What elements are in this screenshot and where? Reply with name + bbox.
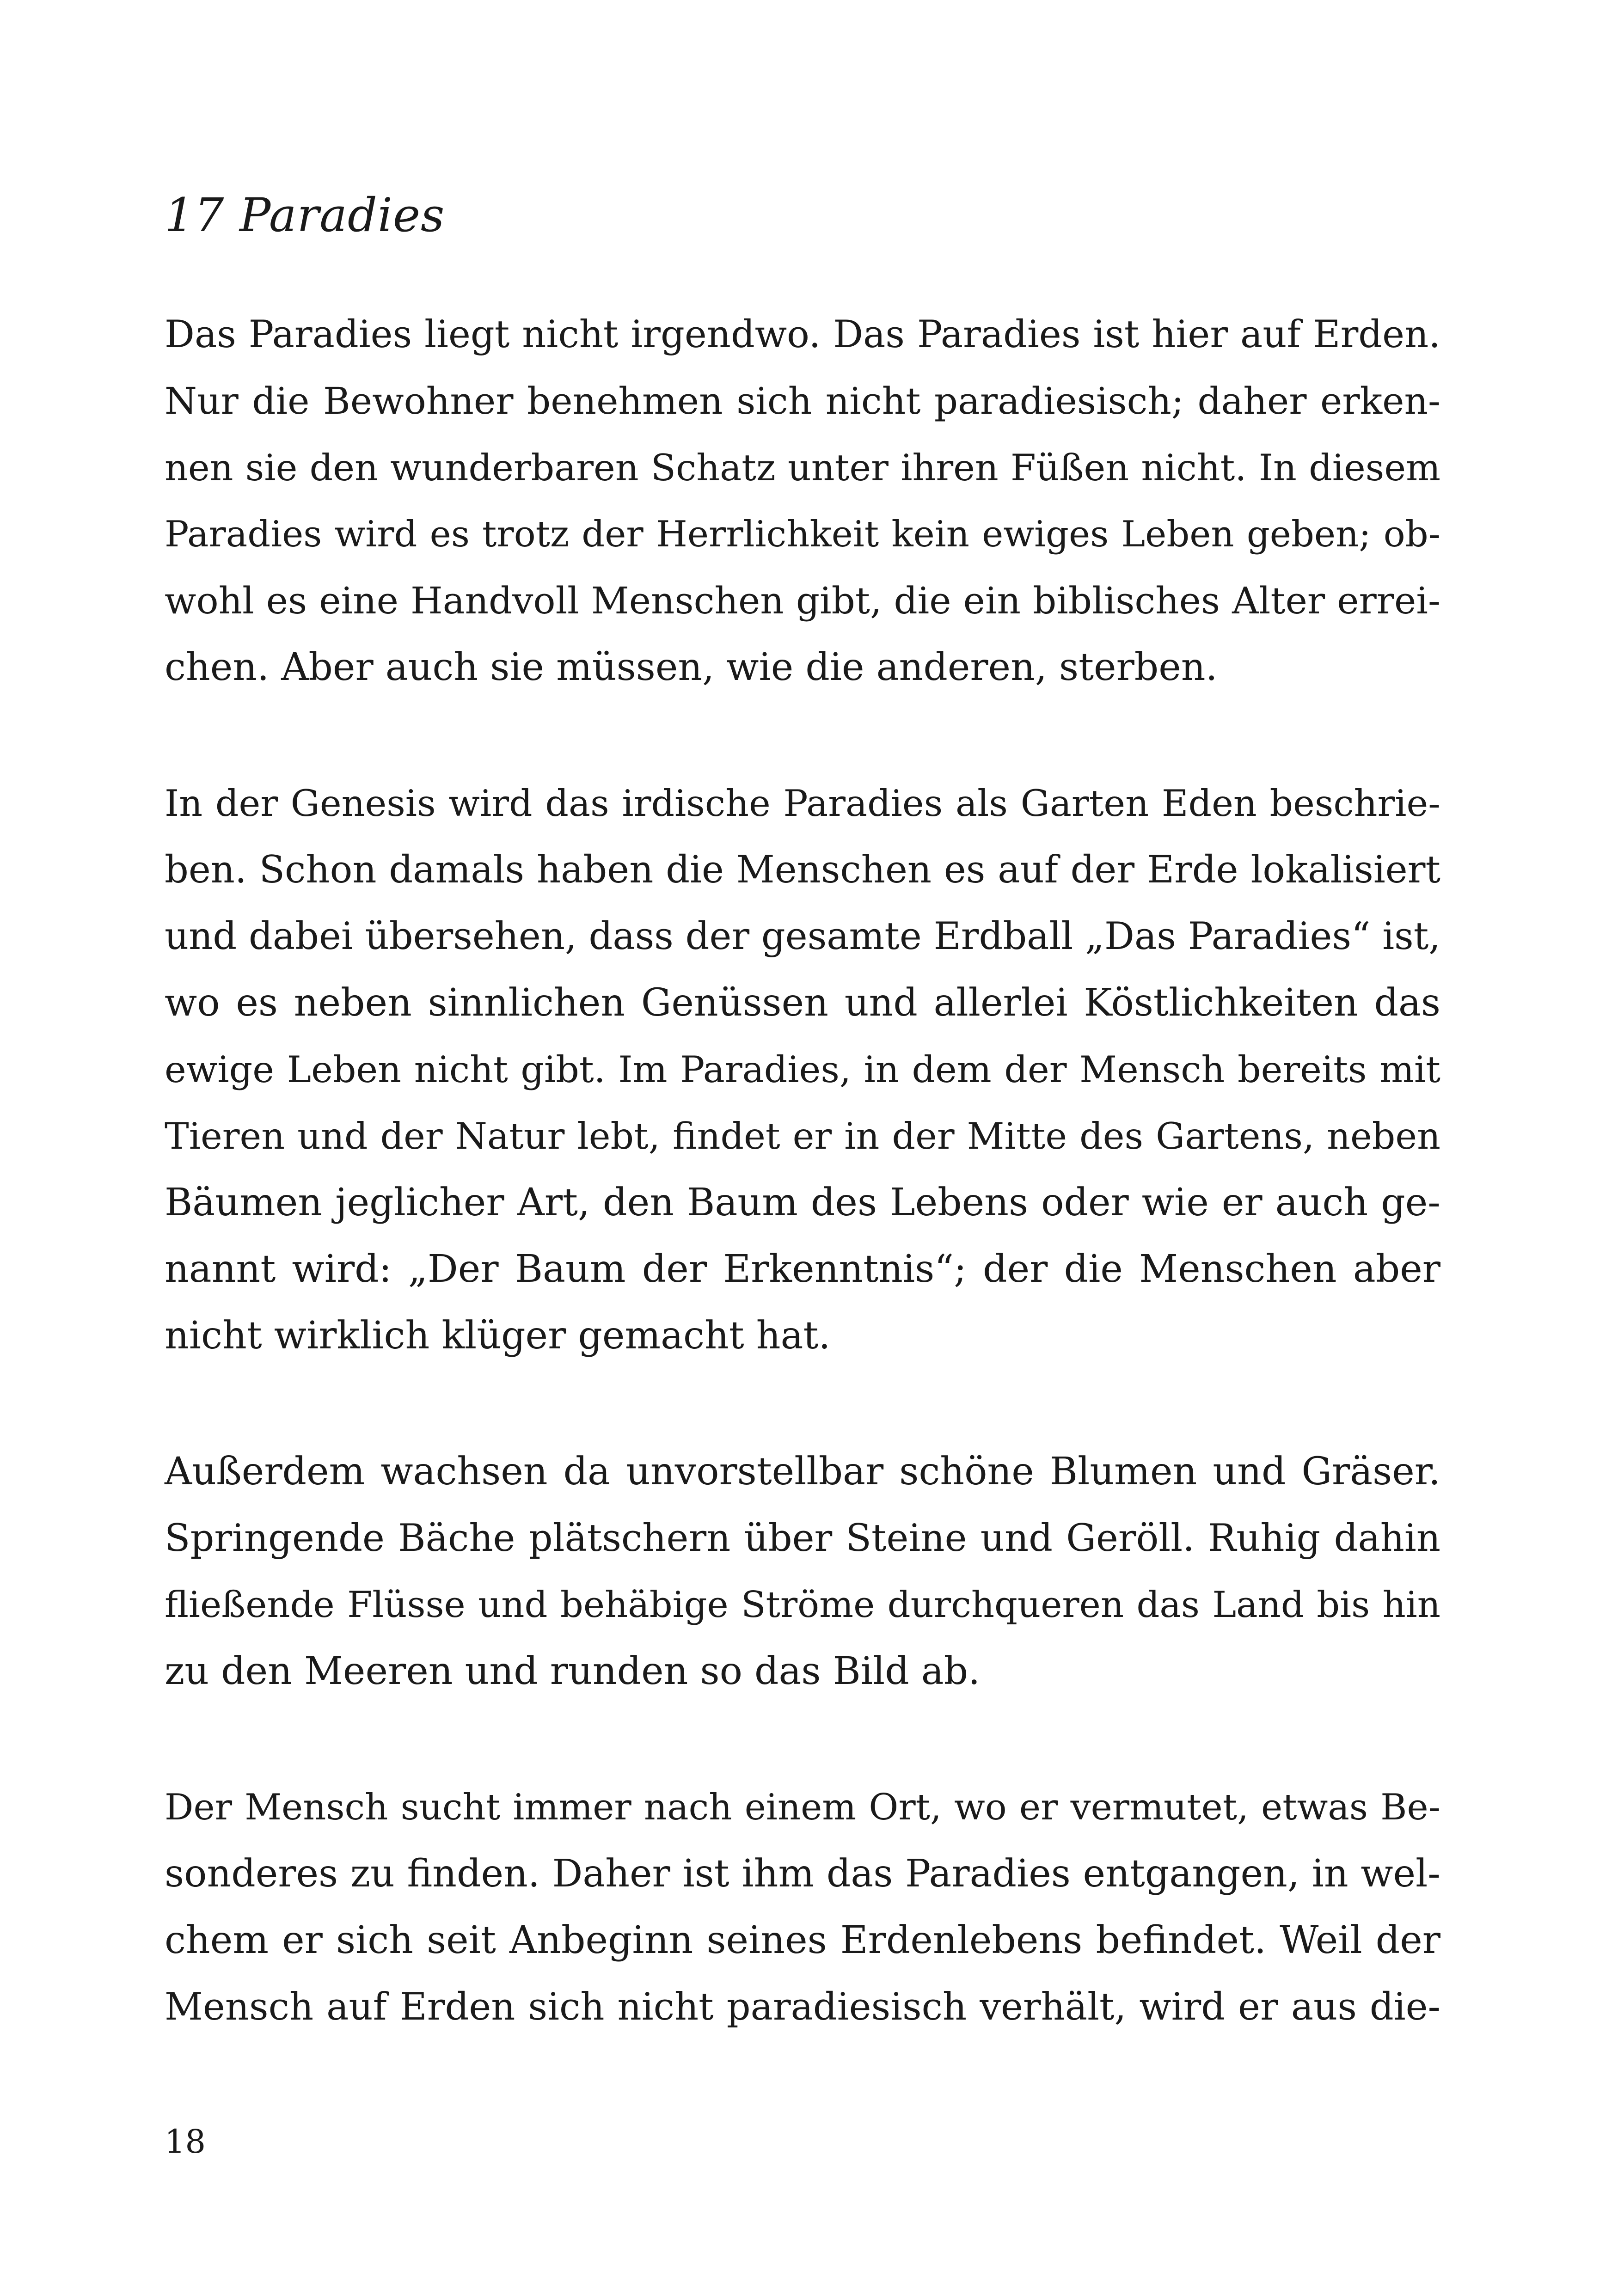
text-line: fließende Flüsse und behäbige Ströme durchqueren das Land bis hin: [165, 1584, 1440, 1626]
paragraph: [165, 1439, 1440, 1705]
text-line: chem er sich seit Anbeginn seines Erdenlebens befindet. Weil der: [165, 1918, 1440, 1962]
text-line: Außerdem wachsen da unvorstellbar schöne Blumen und Gräser.: [165, 1450, 1440, 1494]
body-text: [165, 301, 1440, 2110]
text-line: wohl es eine Handvoll Menschen gibt, die ein biblisches Alter errei-: [165, 579, 1440, 622]
text-line: Mensch auf Erden sich nicht paradiesisch verhält, wird er aus die-: [165, 1985, 1440, 2029]
text-line: Nur die Bewohner benehmen sich nicht paradiesisch; daher erken-: [165, 380, 1440, 422]
text-line: sonderes zu finden. Daher ist ihm das Paradies entgangen, in wel-: [165, 1852, 1440, 1896]
text-line: ewige Leben nicht gibt. Im Paradies, in dem der Mensch bereits mit: [165, 1048, 1440, 1091]
text-line: Das Paradies liegt nicht irgendwo. Das Paradies ist hier auf Erden.: [165, 313, 1440, 356]
paragraph: [165, 301, 1440, 701]
paragraph: [165, 770, 1440, 1369]
page-number: 18: [165, 2123, 206, 2161]
text-line: nen sie den wunderbaren Schatz unter ihren Füßen nicht. In diesem: [165, 447, 1440, 489]
text-line: Springende Bäche plätschern über Steine und Geröll. Ruhig dahin: [165, 1517, 1440, 1560]
text-line: Bäumen jeglicher Art, den Baum des Lebens oder wie er auch ge-: [165, 1181, 1440, 1225]
text-line: Paradies wird es trotz der Herrlichkeit kein ewiges Leben geben; ob-: [165, 514, 1440, 555]
text-line: nicht wirklich klüger gemacht hat.: [165, 1314, 831, 1358]
text-line: In der Genesis wird das irdische Paradies als Garten Eden beschrie-: [165, 782, 1440, 825]
paragraph: [165, 1774, 1440, 2040]
text-line: Der Mensch sucht immer nach einem Ort, wo er vermutet, etwas Be-: [165, 1787, 1440, 1828]
text-line: wo es neben sinnlichen Genüssen und allerlei Köstlichkeiten das: [165, 981, 1440, 1025]
text-line: und dabei übersehen, dass der gesamte Erdball „Das Paradies“ ist,: [165, 915, 1440, 958]
text-line: ben. Schon damals haben die Menschen es auf der Erde lokalisiert: [165, 848, 1440, 892]
text-line: Tieren und der Natur lebt, findet er in der Mitte des Gartens, neben: [165, 1115, 1440, 1157]
text-line: zu den Meeren und runden so das Bild ab.: [165, 1649, 981, 1693]
chapter-title: 17 Paradies: [165, 188, 445, 242]
text-line: nannt wird: „Der Baum der Erkenntnis“; der die Menschen aber: [165, 1247, 1440, 1291]
text-line: chen. Aber auch sie müssen, wie die anderen, sterben.: [165, 645, 1218, 689]
